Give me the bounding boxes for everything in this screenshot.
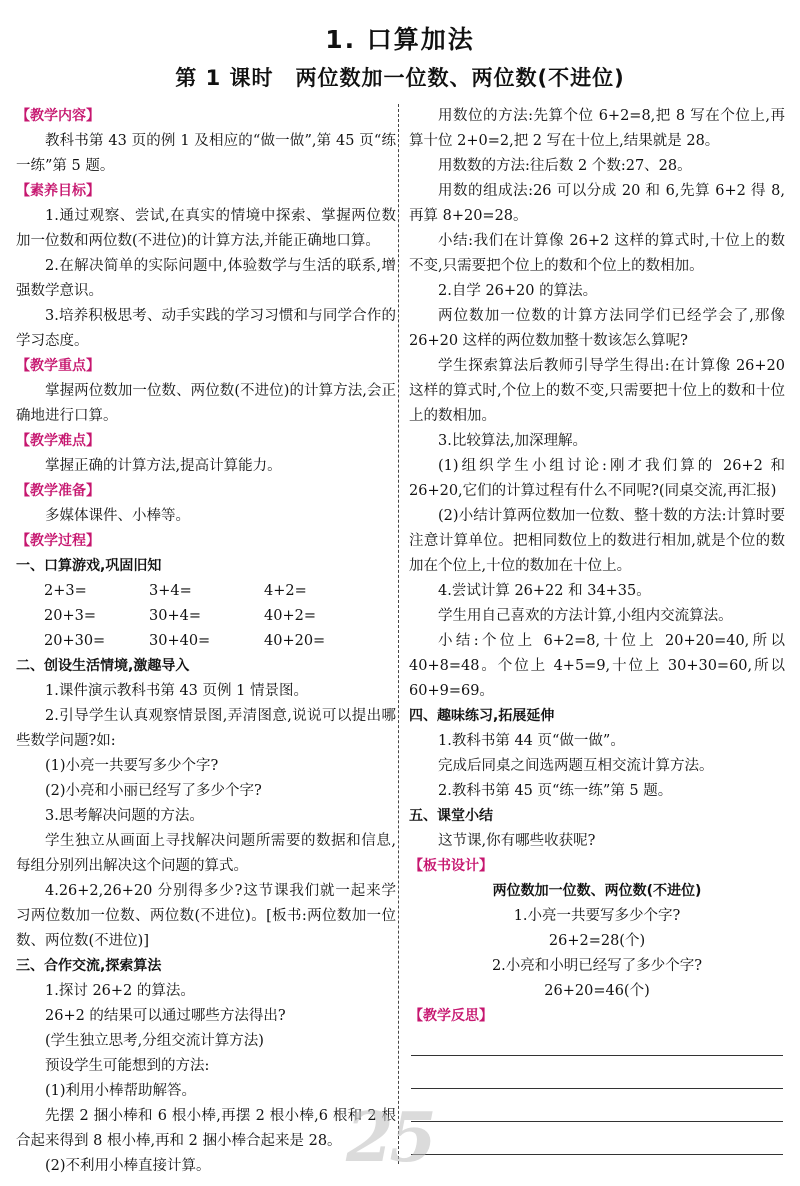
section-heading: 四、趣味练习,拓展延伸 (409, 708, 555, 724)
paragraph: 两位数加一位数的计算方法同学们已经学会了,那像 26+20 这样的两位数加整十数该怎么算呢? (409, 308, 785, 349)
oral-row (16, 604, 396, 629)
paragraph: (2)小结计算两位数加一位数、整十数的方法:计算时要注意计算单位。把相同数位上的数进行相加,就是个位的数加在个位上,十位的数加在十位上。 (409, 508, 785, 574)
oral-item: 20+30= (44, 633, 106, 649)
paragraph: 4.尝试计算 26+22 和 34+35。 (438, 583, 651, 599)
page-number: 25 (346, 1098, 433, 1178)
goal-item: 2.在解决简单的实际问题中,体验数学与生活的联系,增强数学意识。 (16, 258, 396, 299)
oral-item: 2+3= (44, 583, 87, 599)
tag-difficult: 【教学难点】 (16, 433, 100, 449)
paragraph: 用数位的方法:先算个位 6+2=8,把 8 写在个位上,再算十位 2+0=2,把 2 写在十位上,结果就是 28。 (409, 108, 785, 149)
oral-item: 40+2= (264, 608, 316, 624)
lesson-subtitle: 第 1 课时 两位数加一位数、两位数(不进位) (175, 66, 625, 90)
paragraph: 学生用自己喜欢的方法计算,小组内交流算法。 (438, 608, 733, 624)
goal-item: 3.培养积极思考、动手实践的学习习惯和与同学合作的学习态度。 (16, 308, 396, 349)
paragraph: 2.引导学生认真观察情景图,弄清图意,说说可以提出哪些数学问题?如: (16, 708, 396, 749)
column-divider (398, 104, 399, 1164)
paragraph: 1.探讨 26+2 的算法。 (45, 983, 195, 999)
key-text: 掌握两位数加一位数、两位数(不进位)的计算方法,会正确地进行口算。 (16, 383, 396, 424)
tag-content: 【教学内容】 (16, 108, 100, 124)
difficult-text: 掌握正确的计算方法,提高计算能力。 (45, 458, 282, 474)
paragraph: 4.26+2,26+20 分别得多少?这节课我们就一起来学习两位数加一位数、两位数(不进位)。[板书:两位数加一位数、两位数(不进位)] (16, 883, 396, 949)
oral-item: 20+3= (44, 608, 96, 624)
tag-board: 【板书设计】 (409, 858, 493, 874)
goal-item: 1.通过观察、尝试,在真实的情境中探索、掌握两位数加一位数和两位数(不进位)的计算方法,并能正确地口算。 (16, 208, 396, 249)
oral-item: 3+4= (149, 583, 192, 599)
paragraph: 先摆 2 捆小棒和 6 根小棒,再摆 2 根小棒,6 根和 2 根合起来得到 8 根小棒,再和 2 捆小棒合起来是 28。 (16, 1108, 396, 1149)
right-column (409, 104, 785, 1155)
section-heading: 一、口算游戏,巩固旧知 (16, 558, 162, 574)
board-title: 两位数加一位数、两位数(不进位) (492, 883, 702, 899)
paragraph: 完成后同桌之间选两题互相交流计算方法。 (438, 758, 714, 774)
section-heading: 三、合作交流,探索算法 (16, 958, 162, 974)
paragraph: (1)利用小棒帮助解答。 (45, 1083, 197, 1099)
paragraph: 2.自学 26+20 的算法。 (438, 283, 598, 299)
section-heading: 二、创设生活情境,激趣导入 (16, 658, 190, 674)
paragraph: (学生独立思考,分组交流计算方法) (45, 1033, 264, 1049)
lesson-title: 1. 口算加法 (325, 25, 475, 54)
tag-prep: 【教学准备】 (16, 483, 100, 499)
oral-item: 30+40= (149, 633, 211, 649)
oral-row (16, 579, 396, 604)
paragraph: 1.课件演示教科书第 43 页例 1 情景图。 (45, 683, 308, 699)
paragraph: 2.教科书第 45 页“练一练”第 5 题。 (438, 783, 673, 799)
board-line: 26+20=46(个) (544, 983, 650, 999)
writing-line (411, 1154, 783, 1155)
paragraph: (1)小亮一共要写多少个字? (45, 758, 219, 774)
prep-text: 多媒体课件、小棒等。 (45, 508, 190, 524)
content-text: 教科书第 43 页的例 1 及相应的“做一做”,第 45 页“练一练”第 5 题。 (16, 133, 396, 174)
paragraph: 小结:我们在计算像 26+2 这样的算式时,十位上的数不变,只需要把个位上的数和个位上的数相加。 (409, 233, 785, 274)
paragraph: 预设学生可能想到的方法: (45, 1058, 210, 1074)
paragraph: 1.教科书第 44 页“做一做”。 (438, 733, 625, 749)
board-line: 1.小亮一共要写多少个字? (513, 908, 681, 924)
paragraph: 用数数的方法:往后数 2 个数:27、28。 (438, 158, 692, 174)
paragraph: 3.思考解决问题的方法。 (45, 808, 204, 824)
paragraph: 这节课,你有哪些收获呢? (438, 833, 596, 849)
board-line: 26+2=28(个) (548, 933, 646, 949)
paragraph: 学生探索算法后教师引导学生得出:在计算像 26+20 这样的算式时,个位上的数不变,只需要把十位上的数和十位上的数相加。 (409, 358, 785, 424)
left-column (16, 104, 396, 1179)
paragraph: 用数的组成法:26 可以分成 20 和 6,先算 6+2 得 8,再算 8+20=28。 (409, 183, 785, 224)
tag-process: 【教学过程】 (16, 533, 100, 549)
paragraph: (2)小亮和小丽已经写了多少个字? (45, 783, 262, 799)
tag-goals: 【素养目标】 (16, 183, 100, 199)
board-line: 2.小亮和小明已经写了多少个字? (491, 958, 703, 974)
oral-item: 4+2= (264, 583, 307, 599)
tag-reflect: 【教学反思】 (409, 1008, 493, 1024)
tag-key: 【教学重点】 (16, 358, 100, 374)
paragraph: 学生独立从画面上寻找解决问题所需要的数据和信息,每组分别列出解决这个问题的算式。 (16, 833, 396, 874)
oral-item: 30+4= (149, 608, 201, 624)
paragraph: (1)组织学生小组讨论:刚才我们算的 26+2 和 26+20,它们的计算过程有什么不同呢?(同桌交流,再汇报) (409, 458, 785, 499)
oral-row (16, 629, 396, 654)
paragraph: 3.比较算法,加深理解。 (438, 433, 587, 449)
paragraph: 26+2 的结果可以通过哪些方法得出? (45, 1008, 286, 1024)
section-heading: 五、课堂小结 (409, 808, 493, 824)
oral-item: 40+20= (264, 633, 326, 649)
paragraph: (2)不利用小棒直接计算。 (45, 1158, 211, 1174)
paragraph: 小结:个位上 6+2=8,十位上 20+20=40,所以 40+8=48。个位上 4+5=9,十位上 30+30=60,所以 60+9=69。 (409, 633, 785, 699)
